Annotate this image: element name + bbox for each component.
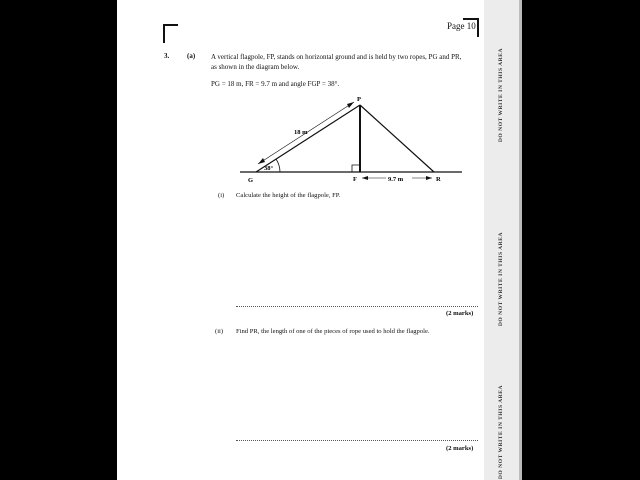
question-intro: [211, 52, 483, 72]
label-r: R: [436, 176, 441, 183]
page-number: Page 10: [447, 21, 476, 31]
corner-mark: [463, 18, 479, 37]
right-angle-mark: [352, 165, 360, 172]
corner-mark: [163, 24, 178, 43]
rope-length-label: 18 m: [294, 129, 308, 136]
subquestion-label: (ii): [215, 328, 224, 335]
question-intro-line: A vertical flagpole, FP, stands on horizontal ground and is held by two ropes, PG and PR,: [211, 53, 462, 61]
subquestion-text: Calculate the height of the flagpole, FP.: [236, 192, 341, 199]
answer-line[interactable]: [236, 306, 478, 307]
angle-label: 38°: [264, 165, 274, 172]
rope-pr: [360, 105, 434, 172]
subquestion-text: Find PR, the length of one of the pieces of rope used to hold the flagpole.: [236, 328, 430, 335]
question-number: 3.: [164, 52, 170, 60]
rope-pg: [256, 105, 360, 172]
question-intro-line: as shown in the diagram below.: [211, 63, 300, 71]
answer-line[interactable]: [236, 440, 478, 441]
marks-label: (2 marks): [446, 445, 474, 452]
ground-length-label: 9.7 m: [388, 176, 404, 183]
question-part: (a): [187, 52, 196, 60]
marks-label: (2 marks): [446, 310, 474, 317]
angle-arc: [276, 159, 280, 172]
label-p: P: [357, 96, 361, 103]
margin-warning: DO NOT WRITE IN THIS AREA: [498, 48, 504, 143]
triangle-diagram: [236, 94, 466, 186]
margin-warning: DO NOT WRITE IN THIS AREA: [498, 385, 504, 480]
subquestion-label: (i): [218, 192, 225, 199]
label-f: F: [353, 176, 357, 183]
margin-warning: DO NOT WRITE IN THIS AREA: [498, 232, 504, 327]
given-values: PG = 18 m, FR = 9.7 m and angle FGP = 38°.: [211, 80, 340, 88]
exam-page: [117, 0, 522, 480]
label-g: G: [248, 177, 254, 184]
